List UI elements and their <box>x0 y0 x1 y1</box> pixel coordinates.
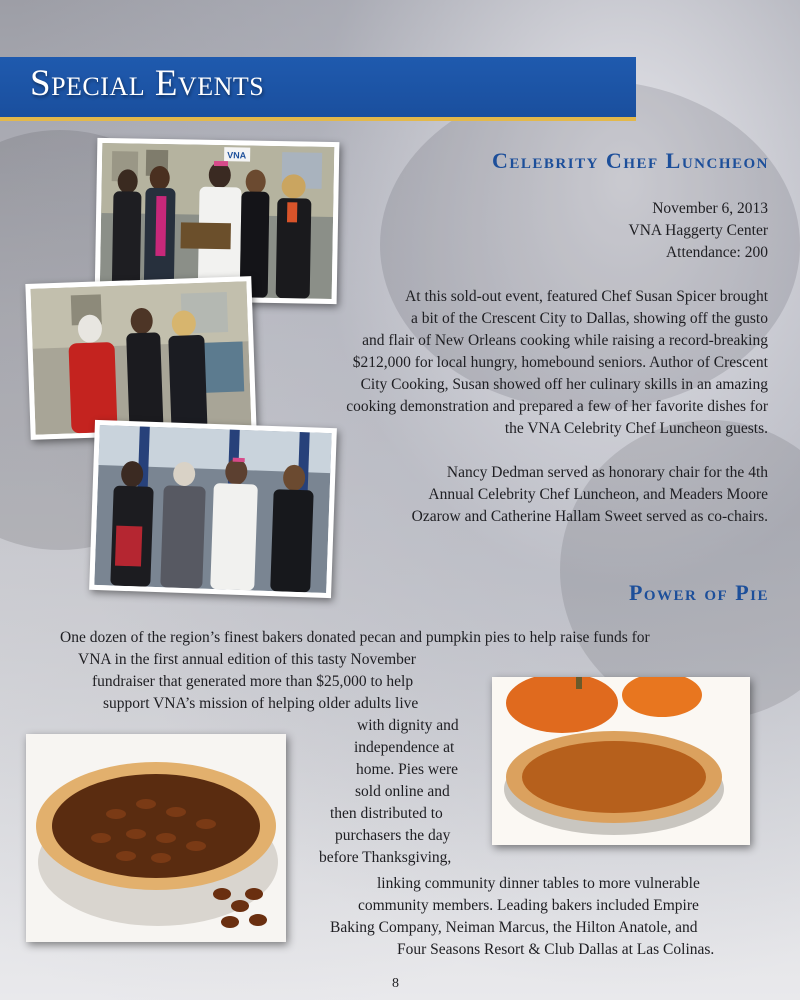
page-title: Special Events <box>30 63 265 104</box>
chairs-paragraph <box>412 462 768 528</box>
pie-text-line: purchasers the day <box>335 827 451 844</box>
chef-luncheon-heading: Celebrity Chef Luncheon <box>492 148 769 173</box>
pie-text-line: then distributed to <box>330 805 443 822</box>
pie-text-line: with dignity and <box>357 717 459 734</box>
luncheon-photo-hall <box>89 420 337 598</box>
pie-text-line: support VNA’s mission of helping older adults live <box>103 695 419 712</box>
pie-text-line: independence at <box>354 739 455 756</box>
pecan-pie-image <box>26 734 286 942</box>
paragraph-line: the VNA Celebrity Chef Luncheon guests. <box>504 420 768 437</box>
paragraph-line: Annual Celebrity Chef Luncheon, and Meaders Moore <box>428 486 768 503</box>
pie-text-line: fundraiser that generated more than $25,000 to help <box>92 673 414 690</box>
event-date: November 6, 2013 <box>652 200 768 217</box>
pecan-pie-photo <box>26 734 286 942</box>
pie-text-line: Four Seasons Resort & Club Dallas at Las Colinas. <box>397 941 715 958</box>
paragraph-line: $212,000 for local hungry, homebound seniors. Author of Crescent <box>352 354 768 371</box>
paragraph-line: cooking demonstration and prepared a few of her favorite dishes for <box>346 398 768 415</box>
event-info <box>629 198 768 264</box>
pie-text-line: VNA in the first annual edition of this tasty November <box>78 651 416 668</box>
luncheon-paragraph <box>346 286 768 440</box>
page-number: 8 <box>392 976 399 991</box>
paragraph-line: a bit of the Crescent City to Dallas, showing off the gusto <box>410 310 768 327</box>
power-of-pie-heading: Power of Pie <box>628 580 769 605</box>
pie-text-line: community members. Leading bakers included Empire <box>358 897 699 914</box>
pie-text-line: Baking Company, Neiman Marcus, the Hilton Anatole, and <box>330 919 698 936</box>
paragraph-line: At this sold-out event, featured Chef Susan Spicer brought <box>405 288 768 305</box>
event-attendance: Attendance: 200 <box>665 244 768 261</box>
pie-text-line: before Thanksgiving, <box>319 849 452 866</box>
luncheon-photo-image <box>100 143 335 299</box>
pumpkin-pie-photo <box>492 677 750 845</box>
paragraph-line: and flair of New Orleans cooking while raising a record-breaking <box>362 332 768 349</box>
pie-text-line: home. Pies were <box>356 761 459 778</box>
luncheon-photo-trio <box>25 276 256 440</box>
vna-sign-text: VNA <box>227 150 247 161</box>
paragraph-line: Ozarow and Catherine Hallam Sweet served as co-chairs. <box>411 508 768 525</box>
luncheon-photo-image <box>94 425 331 593</box>
paragraph-line: City Cooking, Susan showed off her culinary skills in an amazing <box>360 376 768 393</box>
banner-gold-rule <box>0 117 636 121</box>
event-venue: VNA Haggerty Center <box>628 222 768 239</box>
pumpkin-pie-image <box>492 677 750 845</box>
pie-text-line: linking community dinner tables to more vulnerable <box>377 875 700 892</box>
pie-text-line: One dozen of the region’s finest bakers donated pecan and pumpkin pies to help raise funds for <box>60 629 650 646</box>
pie-text-line: sold online and <box>355 783 450 800</box>
luncheon-photo-image <box>31 281 252 434</box>
paragraph-line: Nancy Dedman served as honorary chair for the 4th <box>446 464 768 481</box>
